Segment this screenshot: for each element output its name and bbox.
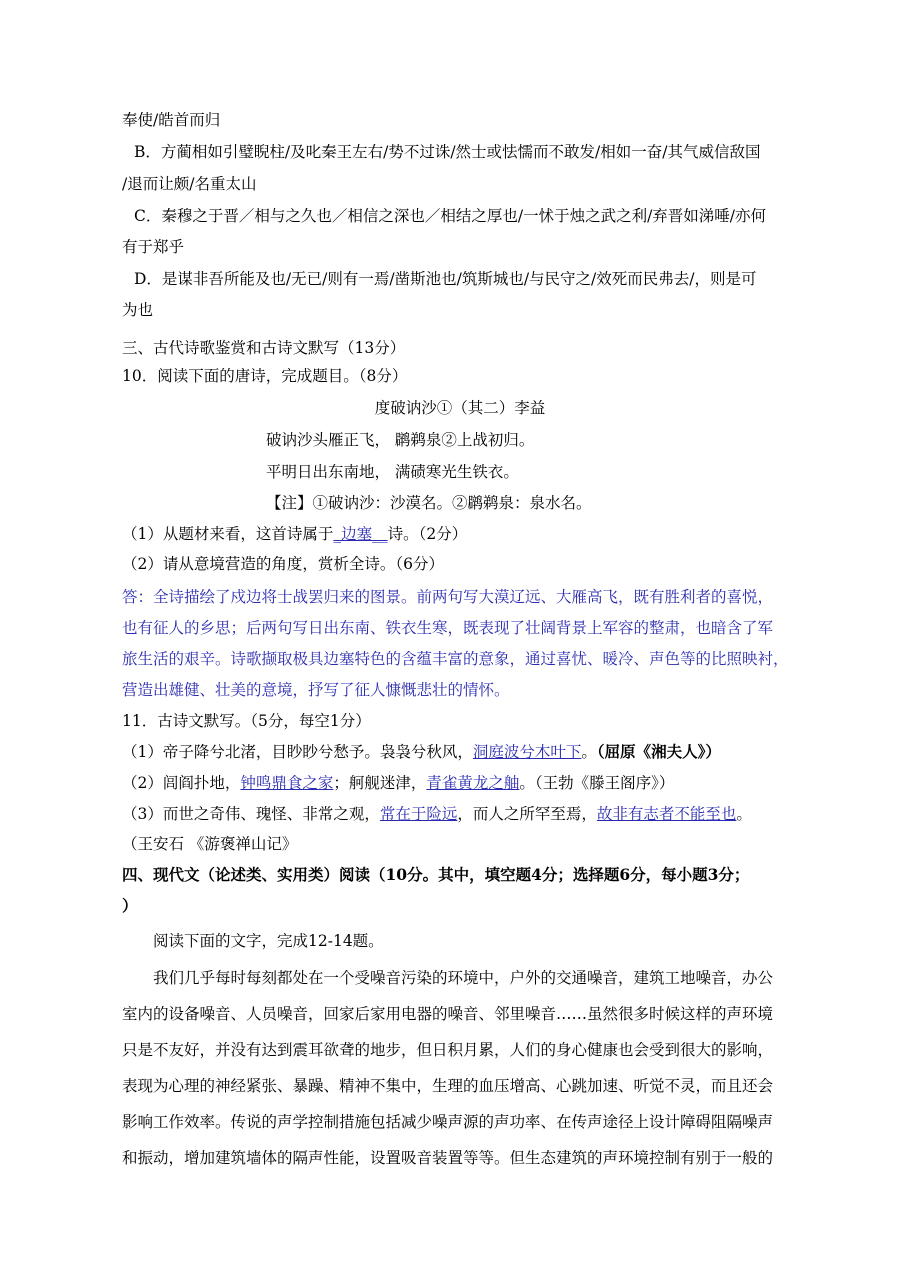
passage-line-2: 室内的设备噪音、人员噪音，回家后家用电器的噪音、邻里噪音……虽然很多时候这样的声环境 [122,1005,774,1023]
q11-2-answer-1: 钟鸣鼎食之家 [240,774,334,792]
passage-line-5: 影响工作效率。传说的声学控制措施包括减少噪声源的声功率、在传声途径上设计障碍阻隔噪声 [122,1113,774,1131]
q10-1-text-end: 诗。（2分） [387,525,468,543]
section-4-heading: 四、现代文（论述类、实用类）阅读（10分。其中，填空题4分；选择题6分，每小题3分； [122,865,750,884]
section-4-heading-end: ） [122,896,138,915]
answer-line-2: 也有征人的乡思；后两句写日出东南、铁衣生寒，既表现了壮阔背景上军容的整肃，也暗含了军 [122,619,774,637]
question-10: 10．阅读下面的唐诗，完成题目。（8分） [122,367,408,385]
question-10-1 [122,522,467,544]
option-c-tail: 有于郑乎 [122,238,185,256]
poem-note: 【注】①破讷沙：沙漠名。②䴙鹈泉：泉水名。 [266,494,592,512]
q11-3-text-mid: ，而人之所罕至焉， [457,805,597,823]
option-d: D．是谋非吾所能及也/无已/则有一焉/凿斯池也/筑斯城也/与民守之/效死而民弗去/，则是可 [134,270,757,288]
q11-1-answer: 洞庭波兮木叶下 [472,743,582,761]
poem-title: 度破讷沙①（其二）李益 [374,399,546,417]
question-11-3-source: （王安石 《游褒禅山记》 [122,835,298,853]
answer-line-1: 答：全诗描绘了戍边将士战罢归来的图景。前两句写大漠辽远、大雁高飞，既有胜利者的喜悦， [122,588,774,606]
q11-2-answer-2: 青雀黄龙之舳 [426,774,520,792]
option-a-tail: 奉使/皓首而归 [122,111,221,129]
q11-3-answer-2: 故非有志者不能至也 [596,805,737,823]
passage-line-4: 表现为心理的神经紧张、暴躁、精神不集中，生理的血压增高、心跳加速、听觉不灵，而且还会 [122,1077,774,1095]
q11-2-text-mid: ；舸舰迷津， [333,774,427,792]
q11-1-text-end: 。 [581,743,597,761]
question-11-3 [122,802,752,824]
poem-line-2: 平明日出东南地， 满碛寒光生铁衣。 [266,463,519,481]
q11-1-text: （1）帝子降兮北渚，目眇眇兮愁予。袅袅兮秋风， [122,743,473,761]
option-d-tail: 为也 [122,301,154,319]
passage-line-1: 我们几乎每时每刻都处在一个受噪音污染的环境中，户外的交通噪音，建筑工地噪音，办公 [153,969,774,987]
question-11: 11．古诗文默写。（5分，每空1分） [122,712,371,730]
q11-1-source: （屈原《湘夫人》） [596,742,721,761]
option-b-tail: /退而让颇/名重太山 [122,175,257,193]
q11-3-text: （3）而世之奇伟、瑰怪、非常之观， [122,805,380,823]
question-11-2 [122,771,674,793]
q11-3-text-end: 。 [736,805,752,823]
option-b: B．方蔺相如引璧睨柱/及叱秦王左右/势不过诛/然士或怯懦而不敢发/相如一奋/其气威信敌国 [134,143,761,161]
q11-2-text-end: 。（王勃《滕王阁序》） [519,774,675,792]
option-c: C．秦穆之于晋／相与之久也／相信之深也／相结之厚也/一怵于烛之武之利/弃晋如涕唾/亦何 [134,207,767,225]
q10-1-text: （1）从题材来看，这首诗属于 [122,525,334,543]
passage-line-3: 只是不友好，并没有达到震耳欲聋的地步，但日积月累，人们的身心健康也会受到很大的影响， [122,1041,774,1059]
q11-2-text: （2）闾阎扑地， [122,774,241,792]
question-11-1 [122,740,721,762]
q11-3-answer-1: 常在于险远 [379,805,458,823]
poem-line-1: 破讷沙头雁正飞， 䴙鹈泉②上战初归。 [266,431,535,449]
section-3-heading: 三、古代诗歌鉴赏和古诗文默写（13分） [122,339,406,357]
question-10-2: （2）请从意境营造的角度，赏析全诗。（6分） [122,555,444,573]
q10-1-answer: _边塞__ [333,525,388,543]
reading-instruction: 阅读下面的文字，完成12-14题。 [153,932,384,950]
answer-line-3: 旅生活的艰辛。诗歌撷取极具边塞特色的含蕴丰富的意象，通过喜忧、暖冷、声色等的比照映衬， [122,650,789,668]
answer-line-4: 营造出雄健、壮美的意境，抒写了征人慷慨悲壮的情怀。 [122,681,510,699]
passage-line-6: 和振动，增加建筑墙体的隔声性能，设置吸音装置等等。但生态建筑的声环境控制有别于一般的 [122,1149,774,1167]
